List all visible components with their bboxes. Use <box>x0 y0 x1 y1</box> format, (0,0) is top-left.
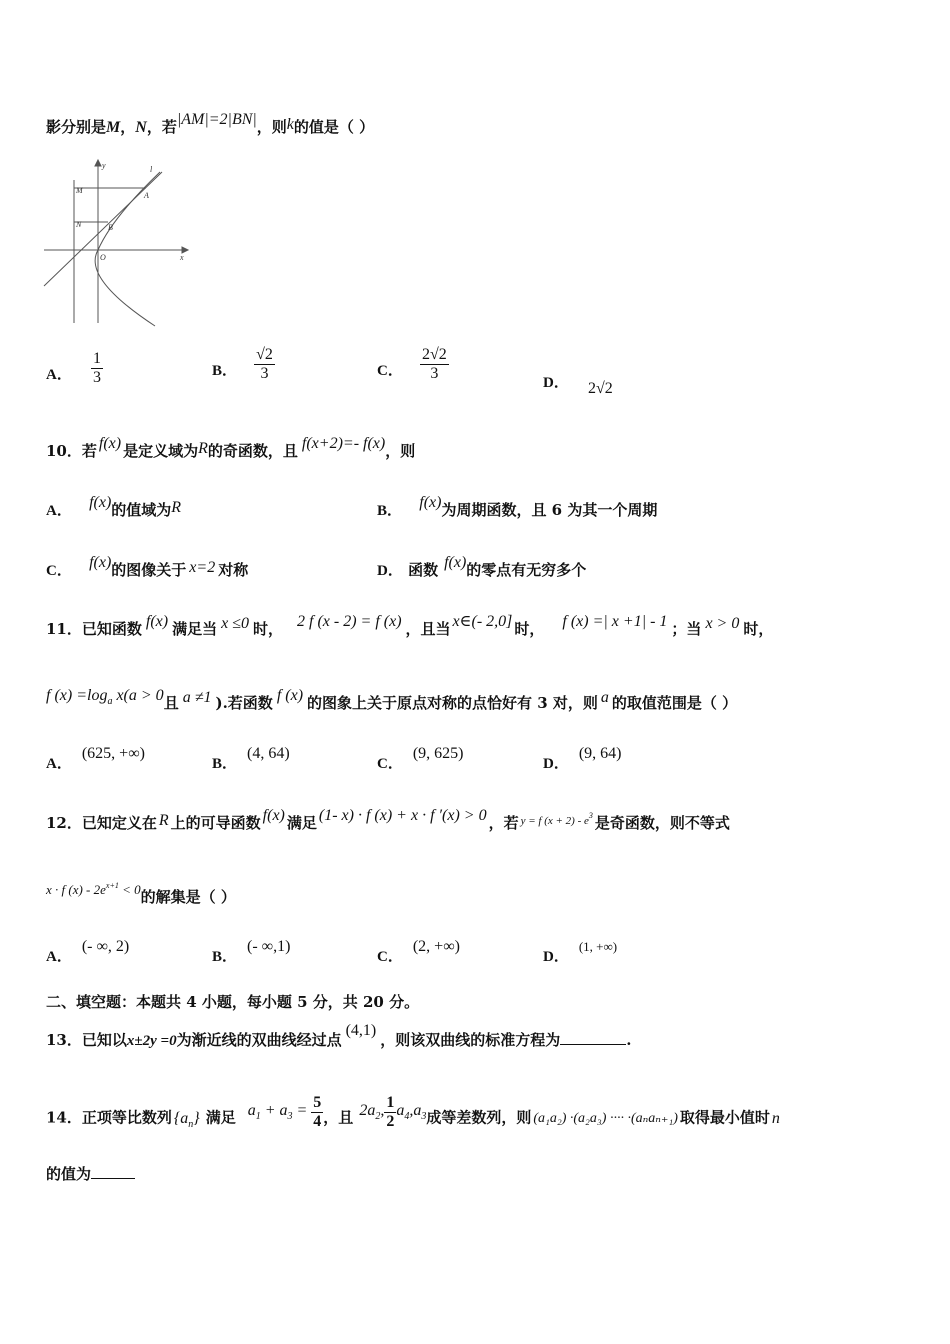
term: + a <box>260 1101 288 1119</box>
option-label: A． <box>46 503 72 519</box>
fraction-denominator: 3 <box>260 365 269 382</box>
q11-l2-text-1: 且 <box>163 694 179 712</box>
option-math-2: x=2 <box>189 559 216 576</box>
q10-number: 10．若 <box>46 442 97 460</box>
q13-text-3: . <box>626 1031 632 1049</box>
q11-cond-4: f (x) =| x +1| - 1 <box>562 613 668 630</box>
ineq-exp: x+1 <box>105 881 119 890</box>
q12-text-4: 是奇函数，则不等式 <box>594 814 730 832</box>
q10-text-2: 的奇函数，且 <box>207 442 298 460</box>
q12-text-1: 上的可导函数 <box>170 814 261 832</box>
q11-l2-fx: f (x) <box>276 687 304 704</box>
q13-text-2: ，则该双曲线的标准方程为 <box>380 1031 561 1049</box>
q12-stem-line-1 <box>46 807 730 833</box>
q9-stem-text-c: ，则 <box>256 118 287 136</box>
option-text: 为周期函数，且 6 为其一个周期 <box>441 501 658 519</box>
term-sub: 1 <box>255 1110 261 1122</box>
q12-text-3: ，若 <box>488 814 519 832</box>
q11-option-c[interactable] <box>377 745 464 773</box>
q11-cond-5: x > 0 <box>705 615 740 632</box>
seq-sub: n <box>188 1118 194 1130</box>
q9-comma: ， <box>120 118 136 136</box>
option-math: f(x) <box>89 554 112 571</box>
q14-stem-line-1 <box>46 1094 780 1137</box>
q11-cond-1: x ≤0 <box>221 615 249 632</box>
q11-l2-text-4: 的取值范围是（ ） <box>611 694 738 712</box>
option-label: C． <box>377 363 403 379</box>
option-value: 2√2 <box>587 380 613 397</box>
option-label: C． <box>377 756 403 772</box>
term-sub: 3 <box>421 1110 427 1122</box>
q14-text-4: 取得最小值时 <box>679 1108 770 1127</box>
q11-stem-line-1 <box>46 613 774 639</box>
q9-option-a[interactable] <box>46 350 103 387</box>
comma: , <box>380 1101 385 1119</box>
term-sub: 3 <box>287 1110 293 1122</box>
label-y: y <box>102 161 106 170</box>
q13-number: 13．已知以 <box>46 1031 127 1049</box>
q11-l2-a: a <box>600 689 609 706</box>
option-label: B． <box>212 363 238 379</box>
q14-number: 14．正项等比数列 <box>46 1108 172 1127</box>
q9-stem-text-a: 影分别是 <box>46 118 107 136</box>
option-value: (4, 64) <box>247 745 290 762</box>
seq-open: {a <box>173 1109 189 1127</box>
y-expr: y = f (x + 2) - e <box>520 815 589 827</box>
q9-n: N <box>135 119 147 136</box>
q11-option-a[interactable] <box>46 745 145 773</box>
q12-option-a[interactable] <box>46 938 130 966</box>
q11-text-5: ；当 <box>671 620 702 638</box>
option-label: D． <box>543 375 569 391</box>
q10-option-c[interactable] <box>46 554 249 580</box>
q13-stem <box>46 1022 632 1050</box>
y-exp: 3 <box>588 811 593 820</box>
option-label: A． <box>46 949 72 965</box>
q9-figure <box>42 158 202 328</box>
option-label: B． <box>212 949 238 965</box>
q14-cond-1 <box>247 1101 308 1122</box>
q11-l2-text-2: ).若函数 <box>215 694 273 712</box>
seq-close: } <box>193 1109 200 1127</box>
q10-option-a[interactable] <box>46 494 182 520</box>
q11-option-d[interactable] <box>543 745 622 773</box>
term-sub: 2 <box>375 1110 381 1122</box>
fraction-numerator: 1 <box>386 1094 395 1111</box>
q14-product: (a₁a₂) ·(a₂a₃) ···· ·(aₙaₙ₊₁) <box>533 1110 678 1126</box>
q11-text-2: 时， <box>252 620 283 638</box>
q11-text-3: ，且当 <box>405 620 451 638</box>
q14-n: n <box>771 1109 780 1127</box>
q11-log-def <box>46 687 164 707</box>
option-value: (1, +∞) <box>578 939 618 954</box>
line-l <box>44 172 162 286</box>
q9-option-d[interactable] <box>543 371 613 397</box>
option-math: f(x) <box>89 494 112 511</box>
label-o: O <box>100 253 106 262</box>
q12-y-expr <box>520 811 593 827</box>
q12-option-b[interactable] <box>212 938 291 966</box>
q12-option-d[interactable] <box>543 939 618 966</box>
term: a <box>247 1101 256 1119</box>
option-label: C． <box>377 949 403 965</box>
q12-condition: (1- x) · f (x) + x · f ′(x) > 0 <box>318 807 487 824</box>
log-expr: f (x) =log <box>46 687 108 704</box>
section-2-title: 二、填空题：本题共 4 小题，每小题 5 分，共 20 分。 <box>46 993 420 1011</box>
q14-stem-line-2 <box>46 1163 135 1184</box>
option-text: 的值域为 <box>111 501 172 519</box>
q11-l2-cond: a ≠1 <box>182 689 212 706</box>
label-l: l <box>150 165 153 174</box>
q12-text-2: 满足 <box>286 814 317 832</box>
q13-asymptote: x±2y =0 <box>126 1033 177 1049</box>
parabola-curve <box>95 172 160 326</box>
q12-inequality <box>46 882 141 897</box>
option-math: f(x) <box>444 554 467 571</box>
option-text: 的零点有无穷多个 <box>466 561 587 579</box>
option-value: (- ∞,1) <box>247 938 291 955</box>
option-label: B． <box>377 503 403 519</box>
term: a <box>396 1101 405 1119</box>
q10-stem <box>46 435 416 461</box>
q14-sequence <box>173 1109 200 1130</box>
equals: = <box>292 1101 308 1119</box>
log-base: a <box>107 696 113 707</box>
q14-cond-3 <box>396 1101 427 1122</box>
q11-fx: f(x) <box>145 613 169 630</box>
q11-cond-3: x∈(- 2,0] <box>452 613 513 630</box>
log-arg: x(a > 0 <box>112 687 164 704</box>
option-label: A． <box>46 367 72 383</box>
q11-l2-text-3: 的图象上关于原点对称的点恰好有 3 对，则 <box>307 694 598 712</box>
q11-text-1: 满足当 <box>172 620 218 638</box>
q9-stem <box>46 111 375 137</box>
option-label: D． <box>377 563 403 579</box>
fraction-denominator: 3 <box>430 365 439 382</box>
y-axis-arrow <box>95 160 101 166</box>
option-value: (2, +∞) <box>412 938 460 955</box>
q9-k: k <box>286 116 294 133</box>
q10-condition: f(x+2)=- f(x) <box>301 435 386 452</box>
q13-point: (4,1) <box>345 1022 377 1039</box>
q11-stem-line-2 <box>46 687 738 715</box>
option-label: D． <box>543 949 569 965</box>
fraction-denominator: 3 <box>92 369 101 386</box>
q11-cond-2: 2 f (x - 2) = f (x) <box>297 613 402 630</box>
fraction-denominator: 2 <box>386 1113 395 1130</box>
q12-text-5: 的解集是（ ） <box>140 888 236 906</box>
q10-fx: f(x) <box>98 435 122 452</box>
option-text-2: 对称 <box>218 561 249 579</box>
q14-cond-2 <box>359 1101 385 1122</box>
label-x: x <box>180 253 184 262</box>
label-a: A <box>144 191 149 200</box>
q10-option-d[interactable] <box>377 554 587 580</box>
q9-stem-text-b: ，若 <box>146 118 177 136</box>
q9-option-c[interactable] <box>377 346 449 383</box>
q10-text-1: 是定义域为 <box>123 442 199 460</box>
term: 2a <box>359 1101 376 1119</box>
option-value: (9, 625) <box>412 745 464 762</box>
q14-answer-blank[interactable] <box>91 1164 135 1179</box>
q10-r: R <box>198 440 208 457</box>
fraction-numerator: 2√2 <box>421 346 447 363</box>
fraction-numerator: 1 <box>92 350 101 367</box>
q10-option-b[interactable] <box>377 494 658 520</box>
option-value: (- ∞, 2) <box>81 938 130 955</box>
fraction-numerator: √2 <box>256 346 273 363</box>
option-label: A． <box>46 756 72 772</box>
option-text: 的图像关于 <box>111 561 187 579</box>
q11-text-4: 时， <box>514 620 545 638</box>
q9-m: M <box>106 119 121 136</box>
q11-option-b[interactable] <box>212 745 290 773</box>
option-label: D． <box>543 756 569 772</box>
q10-text-3: ，则 <box>385 442 416 460</box>
q12-option-c[interactable] <box>377 938 460 966</box>
option-text-0: 函数 <box>408 561 439 579</box>
q12-number: 12．已知定义在 <box>46 814 157 832</box>
option-value: (625, +∞) <box>81 745 145 762</box>
option-value: (9, 64) <box>578 745 622 762</box>
option-math: f(x) <box>419 494 442 511</box>
q9-stem-text-d: 的值是（ ） <box>293 118 375 136</box>
q14-text-l2: 的值为 <box>46 1165 92 1183</box>
q12-stem-line-2 <box>46 881 236 907</box>
q14-text-1: 满足 <box>205 1108 236 1127</box>
q11-number: 11．已知函数 <box>46 620 142 638</box>
label-m: M <box>76 186 83 195</box>
label-b: B <box>108 223 113 232</box>
q13-answer-blank[interactable] <box>560 1030 626 1045</box>
option-label: C． <box>46 563 72 579</box>
q12-fx: f(x) <box>262 807 285 824</box>
q11-text-6: 时， <box>743 620 774 638</box>
q9-condition: |AM|=2|BN| <box>176 111 257 128</box>
ineq-expr: x · f (x) - 2e <box>46 882 106 897</box>
q13-text-1: 为渐近线的双曲线经过点 <box>176 1031 342 1049</box>
option-math-2: R <box>171 499 182 516</box>
ineq-end: < 0 <box>118 882 141 897</box>
fraction-numerator: 5 <box>313 1094 322 1111</box>
option-label: B． <box>212 756 238 772</box>
term-sub: 4 <box>404 1110 410 1122</box>
term: ,a <box>409 1101 422 1119</box>
q9-option-b[interactable] <box>212 346 275 383</box>
fraction-denominator: 4 <box>313 1113 322 1130</box>
q14-text-3: 成等差数列，则 <box>426 1108 532 1127</box>
q14-text-2: ，且 <box>323 1108 354 1127</box>
label-n: N <box>76 220 82 229</box>
q12-r: R <box>158 812 169 829</box>
